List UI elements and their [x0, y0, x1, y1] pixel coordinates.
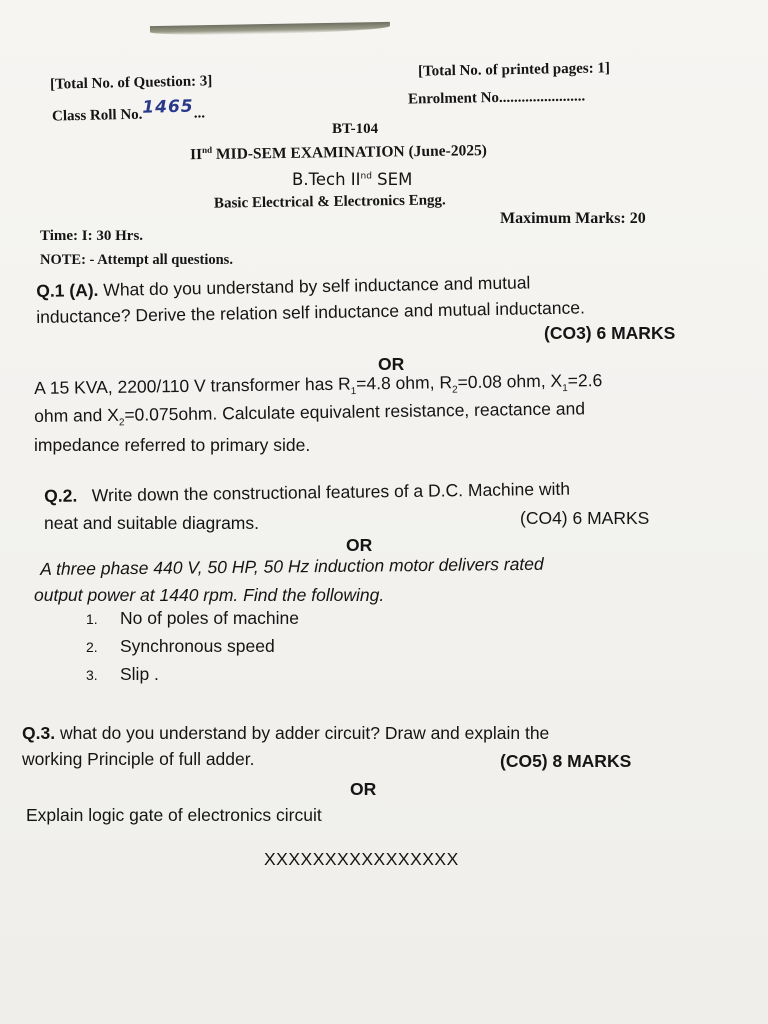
- maximum-marks: Maximum Marks: 20: [500, 210, 646, 227]
- total-pages: [Total No. of printed pages: 1]: [417, 60, 611, 80]
- q3-line2: working Principle of full adder.: [22, 749, 255, 769]
- torn-edge: [150, 22, 390, 36]
- q3-alt: Explain logic gate of electronics circuit: [26, 805, 322, 825]
- class-roll-handwritten: 1465: [142, 96, 194, 118]
- q1-line1: Q.1 (A). What do you understand by self inductance and mutual: [36, 272, 531, 301]
- total-questions: [Total No. of Question: 3]: [49, 73, 213, 93]
- end-mark: XXXXXXXXXXXXXXXX: [264, 849, 459, 869]
- q1-or: OR: [378, 354, 405, 374]
- note: NOTE: - Attempt all questions.: [40, 252, 233, 268]
- q2-label: Q.2.: [44, 485, 78, 506]
- enrolment-dots: ......................: [502, 88, 586, 106]
- q1-alt-line2: ohm and $X_2=0.075ohm$. Calculate equivalent resistance, reactance and: [34, 398, 586, 429]
- q3-line1: Q.3. what do you understand by adder circuit? Draw and explain the: [22, 723, 550, 743]
- q1-marks: (CO3) 6 MARKS: [544, 323, 676, 343]
- q1-label: Q.1 (A).: [36, 279, 99, 301]
- q2-alt-line2: output power at 1440 rpm. Find the following.: [34, 585, 385, 605]
- q2-or: OR: [346, 535, 373, 555]
- class-roll-label: Class Roll No.: [51, 106, 143, 125]
- enrolment-label: Enrolment No.: [407, 89, 503, 108]
- enrolment-field: [408, 88, 586, 108]
- q2-line1: Q.2. Write down the constructional features of a D.C. Machine with: [44, 478, 571, 506]
- list-item: 1. No of poles of machine: [86, 608, 299, 628]
- q1-line2: inductance? Derive the relation self inductance and mutual inductance.: [36, 297, 586, 327]
- class-roll-field: [51, 96, 206, 125]
- q1-alt-line1: A 15 KVA, 2200/110 V transformer has $R_1=4.8$ ohm, $R_2=0.08$ ohm, $X_1=2.6$: [34, 370, 603, 398]
- exam-title: IInd MID-SEM EXAMINATION (June-2025): [189, 142, 488, 164]
- q2-marks: (CO4) 6 MARKS: [520, 508, 650, 528]
- subject-name: Basic Electrical & Electronics Engg.: [213, 192, 446, 212]
- list-item: 3. Slip .: [86, 664, 159, 684]
- course-title: B.Tech IInd SEM: [292, 170, 413, 189]
- q2-alt-line1: A three phase 440 V, 50 HP, 50 Hz induction motor delivers rated: [40, 553, 544, 579]
- subject-code: BT-104: [332, 121, 379, 137]
- q3-or: OR: [350, 779, 377, 799]
- class-roll-dots: ...: [193, 105, 206, 122]
- q3-marks: (CO5) 8 MARKS: [500, 751, 632, 771]
- q2-item-list: [86, 608, 299, 692]
- time-allowed: Time: I: 30 Hrs.: [40, 228, 144, 244]
- list-item: 2. Synchronous speed: [86, 636, 275, 656]
- q1-alt-line3: impedance referred to primary side.: [34, 435, 311, 455]
- q3-label: Q.3.: [22, 723, 56, 743]
- q2-line2: neat and suitable diagrams.: [44, 513, 259, 533]
